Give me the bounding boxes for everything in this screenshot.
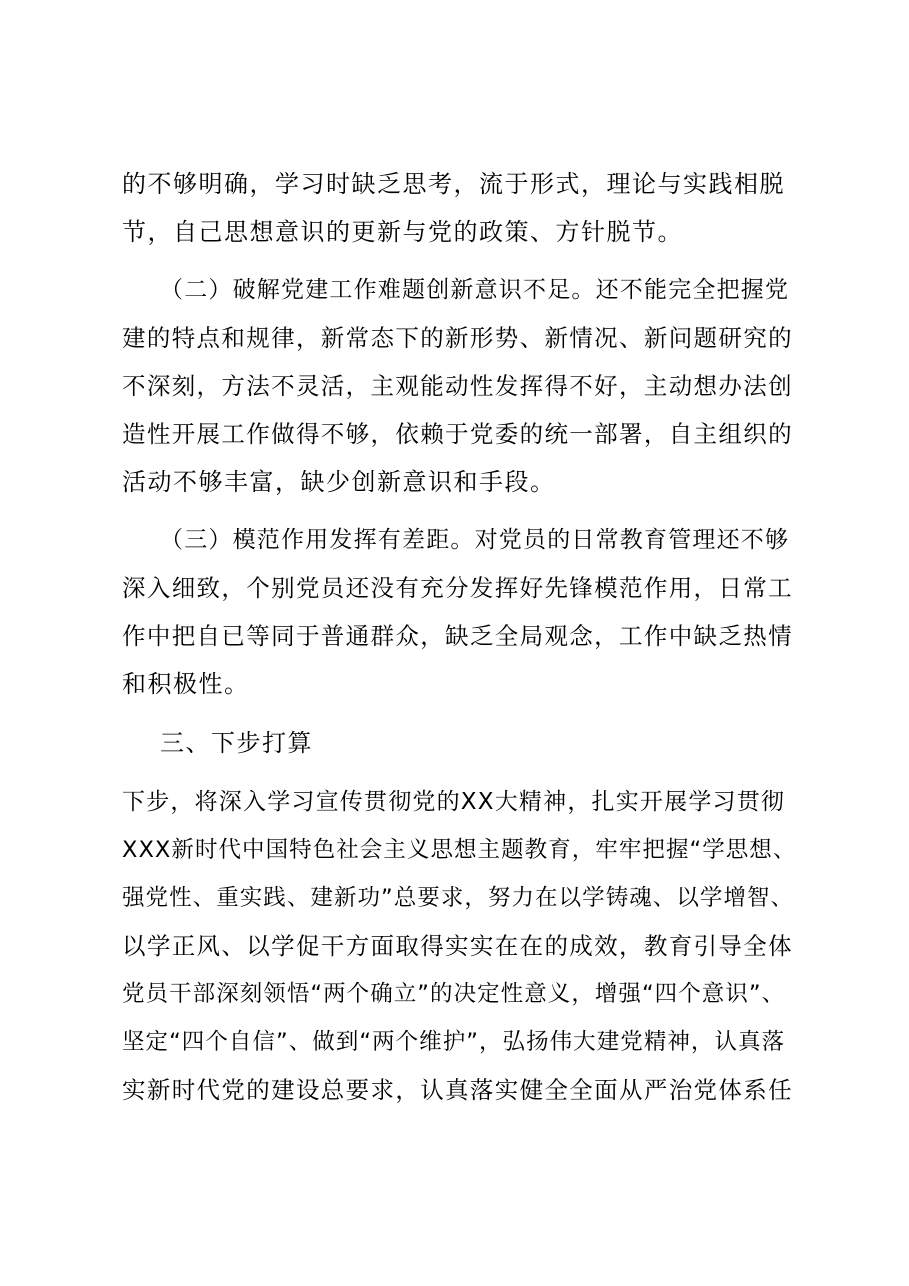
paragraph-line: 下步，将深入学习宣传贯彻党的XX大精神，扎实开展学习贯彻 bbox=[122, 789, 786, 815]
paragraph-line: 活动不够丰富，缺少创新意识和手段。 bbox=[122, 468, 556, 496]
paragraph-line: 和积极性。 bbox=[122, 670, 250, 698]
paragraph-line: （二）破解党建工作难题创新意识不足。还不能完全把握党 bbox=[160, 277, 790, 303]
paragraph-line: 党员干部深刻领悟“两个确立”的决定性意义，增强“四个意识”、 bbox=[122, 981, 786, 1007]
paragraph-line: 坚定“四个自信”、做到“两个维护”，弘扬伟大建党精神，认真落 bbox=[122, 1029, 786, 1055]
paragraph-line: 不深刻，方法不灵活，主观能动性发挥得不好，主动想办法创 bbox=[122, 372, 793, 400]
paragraph-line: 深入细致，个别党员还没有充分发挥好先锋模范作用，日常工 bbox=[122, 574, 793, 602]
paragraph-line: XXX新时代中国特色社会主义思想主题教育，牢牢把握“学思想、 bbox=[122, 837, 797, 863]
paragraph-line: 节，自己思想意识的更新与党的政策、方针脱节。 bbox=[122, 218, 683, 246]
paragraph-line: （三）模范作用发挥有差距。对党员的日常教育管理还不够 bbox=[160, 527, 790, 553]
paragraph-line: 实新时代党的建设总要求，认真落实健全全面从严治党体系任 bbox=[122, 1076, 793, 1104]
paragraph-line: 作中把自已等同于普通群众，缺乏全局观念，工作中缺乏热情 bbox=[122, 622, 793, 650]
section-heading: 三、下步打算 bbox=[160, 729, 313, 757]
paragraph-line: 的不够明确，学习时缺乏思考，流于形式，理论与实践相脱 bbox=[122, 170, 785, 198]
paragraph-line: 以学正风、以学促干方面取得实实在在的成效，教育引导全体 bbox=[122, 932, 793, 960]
paragraph-line: 建的特点和规律，新常态下的新形势、新情况、新问题研究的 bbox=[122, 324, 793, 352]
paragraph-line: 强党性、重实践、建新功”总要求，努力在以学铸魂、以学增智、 bbox=[122, 885, 795, 911]
paragraph-line: 造性开展工作做得不够，依赖于党委的统一部署，自主组织的 bbox=[122, 420, 793, 448]
